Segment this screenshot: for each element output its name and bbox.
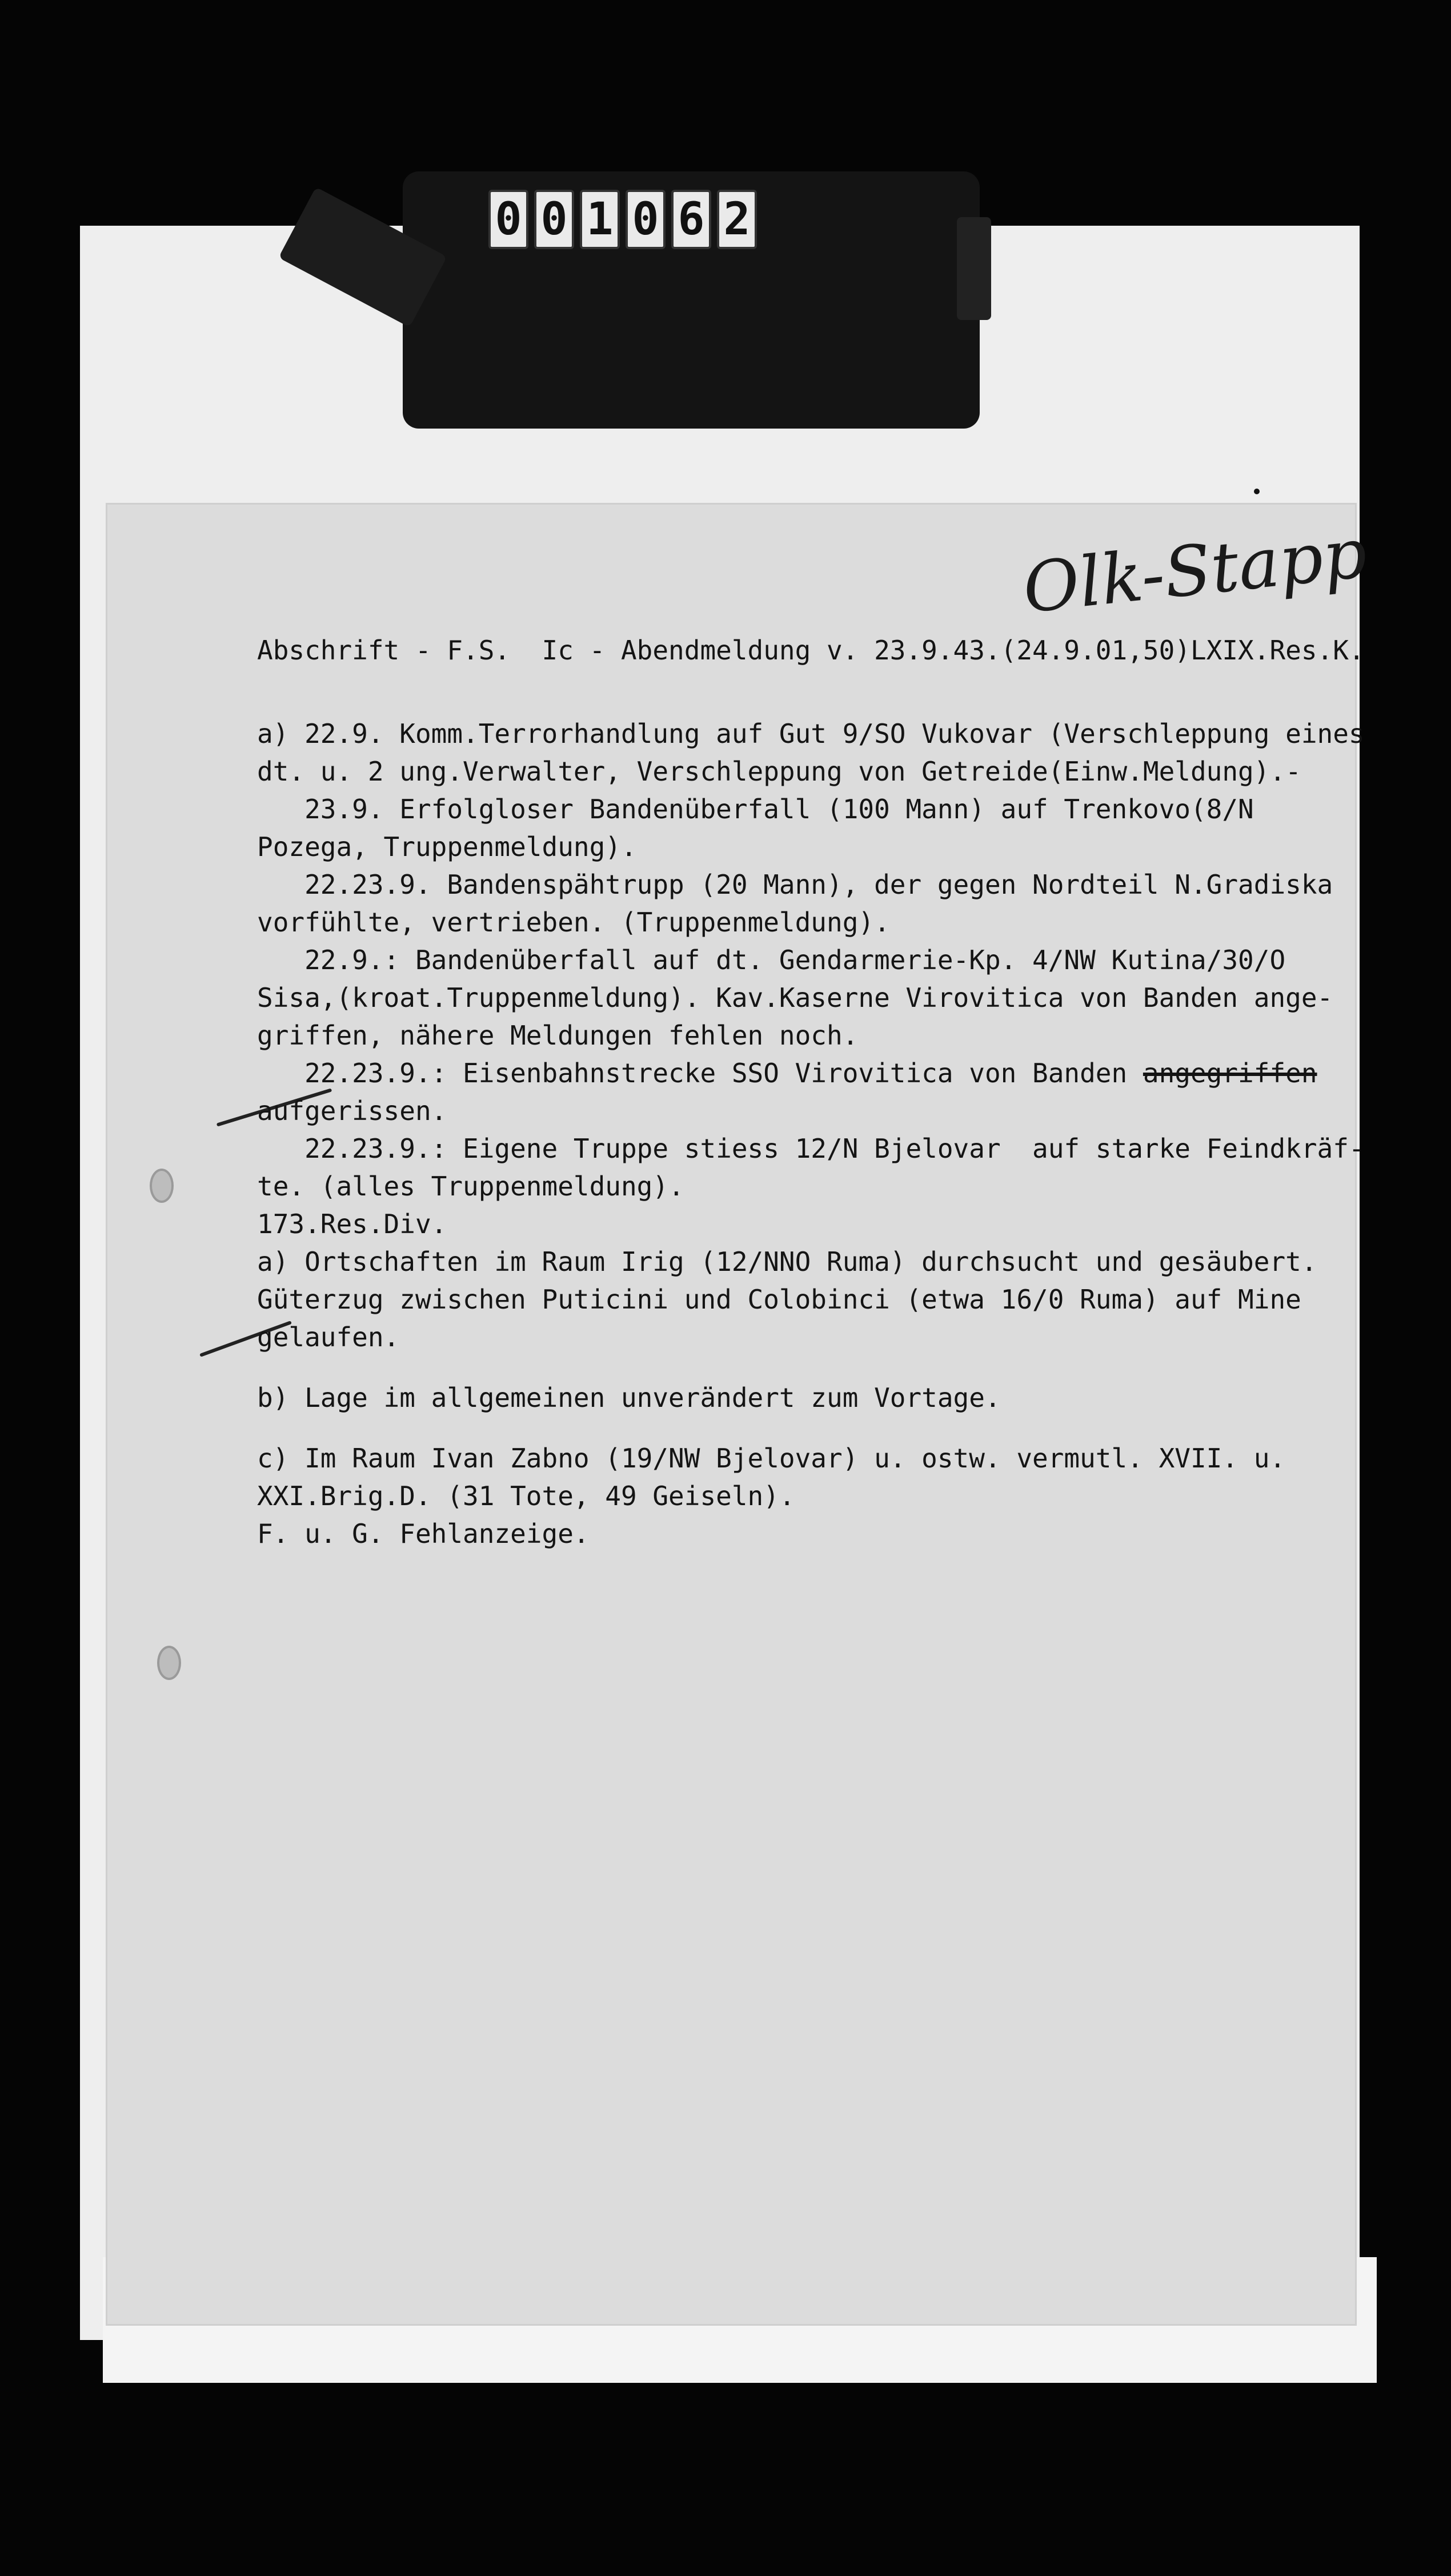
report-line: a) Ortschaften im Raum Irig (12/NNO Ruma) durchsucht und gesäubert. bbox=[257, 1246, 1317, 1277]
report-line: 22.23.9. Bandenspähtrupp (20 Mann), der gegen Nordteil N.Gradiska bbox=[257, 869, 1333, 900]
document-body bbox=[257, 631, 1365, 1553]
struck-word: angegriffen bbox=[1143, 1058, 1317, 1089]
clip-strap-right bbox=[957, 217, 991, 320]
report-line: griffen, nähere Meldungen fehlen noch. bbox=[257, 1020, 859, 1051]
report-line: b) Lage im allgemeinen unverändert zum Vortage. bbox=[257, 1382, 1001, 1413]
report-line: vorfühlte, vertrieben. (Truppenmeldung). bbox=[257, 907, 890, 938]
report-line: c) Im Raum Ivan Zabno (19/NW Bjelovar) u. ostw. vermutl. XVII. u. bbox=[257, 1443, 1286, 1474]
report-line: Güterzug zwischen Puticini und Colobinci (etwa 16/0 Ruma) auf Mine bbox=[257, 1284, 1301, 1315]
counter-digit: 0 bbox=[488, 190, 528, 249]
counter-digit: 2 bbox=[717, 190, 757, 249]
report-line: 23.9. Erfolgloser Bandenüberfall (100 Mann) auf Trenkovo(8/N bbox=[257, 794, 1254, 825]
report-line: gelaufen. bbox=[257, 1322, 400, 1353]
report-line: te. (alles Truppenmeldung). bbox=[257, 1171, 684, 1202]
punch-hole-top bbox=[150, 1169, 174, 1203]
report-line: Pozega, Truppenmeldung). bbox=[257, 831, 637, 862]
counter-digit: 0 bbox=[534, 190, 574, 249]
report-line: Sisa,(kroat.Truppenmeldung). Kav.Kaserne Virovitica von Banden ange- bbox=[257, 982, 1333, 1013]
frame-counter-digits bbox=[488, 190, 757, 249]
report-line: 22.23.9.: Eigene Truppe stiess 12/N Bjelovar auf starke Feindkräf- bbox=[257, 1133, 1365, 1164]
report-line-rail bbox=[257, 1054, 1342, 1092]
counter-digit: 6 bbox=[671, 190, 711, 249]
report-line: 22.9.: Bandenüberfall auf dt. Gendarmerie-Kp. 4/NW Kutina/30/O bbox=[257, 945, 1286, 975]
report-line: a) 22.9. Komm.Terrorhandlung auf Gut 9/SO Vukovar (Verschleppung eines bbox=[257, 718, 1365, 749]
report-line: 173.Res.Div. bbox=[257, 1209, 447, 1239]
report-line: aufgerissen. bbox=[257, 1095, 447, 1126]
ink-speck bbox=[1254, 489, 1260, 494]
punch-hole-bottom bbox=[157, 1646, 181, 1680]
rail-line-text: 22.23.9.: Eisenbahnstrecke SSO Virovitica von Banden bbox=[257, 1058, 1143, 1089]
document-header: Abschrift - F.S. Ic - Abendmeldung v. 23.9.43.(24.9.01,50)LXIX.Res.K. bbox=[257, 635, 1365, 666]
report-line: XXI.Brig.D. (31 Tote, 49 Geiseln). bbox=[257, 1481, 795, 1511]
report-line: F. u. G. Fehlanzeige. bbox=[257, 1518, 590, 1549]
report-line: dt. u. 2 ung.Verwalter, Verschleppung von Getreide(Einw.Meldung).- bbox=[257, 756, 1301, 787]
handwritten-note: Olk-Stapp bbox=[1019, 513, 1371, 629]
counter-digit: 1 bbox=[580, 190, 620, 249]
frame-counter-clip bbox=[403, 171, 980, 429]
counter-digit: 0 bbox=[626, 190, 666, 249]
